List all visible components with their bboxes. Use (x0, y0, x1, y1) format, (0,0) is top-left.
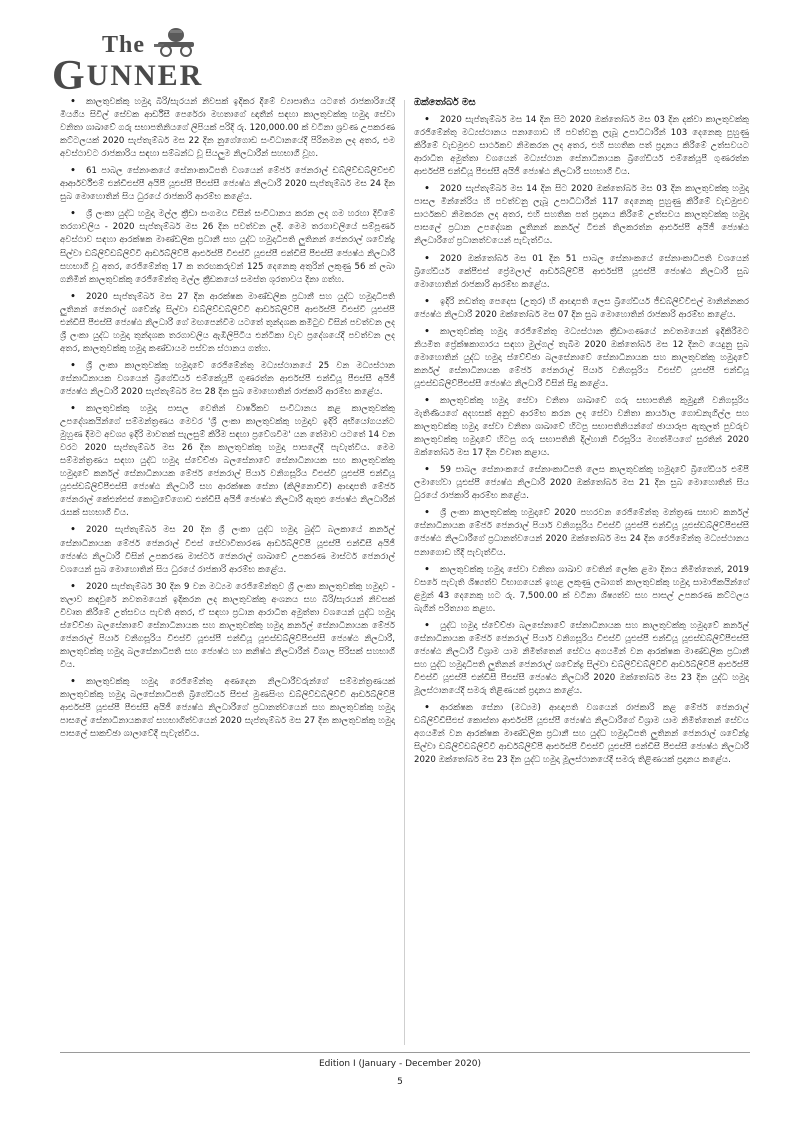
news-item (60, 291, 395, 356)
bullet-icon: • (424, 508, 430, 519)
news-item-text: 2020 සැප්තැම්බර් 30 දින 9 වන මධ්‍යම රෙජිමේන්තුව ශ්‍රී ලංකා කාලතුවක්කු හමුදාව - තලාව කඳවුරේ නවතමයෙන් ඉදිකරන ලද කාලතුවක්කු අංශනය සහ බිරි/සැරයන් නිවසක් විවෘත කිරීමේ උත්සවය පැවති අතර, ඒ සඳහා ප්‍රධාන ආරාධිත අමුත්තා වශයෙන් යුද්ධ හමුදා ස්වේච්ඡා බලසේනාවේ සේනාධිනායක සහ කාලතුවක්කු හමුදා කර්නල් සේනාධිනායක මේජර් ජෙනරාල් පියාර් වනිගසූරිය වීඑස්වී යූඑස්පී එන්ඩීයූ යූඑස්ඩබ්ලිව්පීඑස්සී ජ්‍යෙෂ්ඨ නිලධාරී, කාලතුවක්කු හමුදා බලසේනාධිපති සහ ජ්‍යෙෂ්ඨ හා කනිෂ්ඨ නිලධාරීන් විශාල පිරිසක් සහභාගී විය. (60, 581, 395, 670)
news-item-text: ශ්‍රී ලංකා කාලතුවක්කු හමුදාවේ රෙජිමේන්තු මධ්‍යස්ථානයේ 25 වන මධ්‍යස්ථාන සේනාධිනායක වශයෙන් බ්‍රිගේඩියර් එම්කේයූපී ගුණරත්න ආර්එස්පී එන්ඩීයූ පීඑස්සී අයිජී ජ්‍යෙෂ්ඨ නිලධාරී 2020 සැප්තැම්බර් මස 28 දින සුබ මොහොතින් රාජකාරි ආරම්භ කළේය. (60, 360, 395, 397)
footer-rule (60, 1052, 750, 1053)
news-item (414, 395, 749, 460)
news-item (414, 296, 749, 322)
news-item-text: කාලතුවක්කු හමුදා සේවා වනිතා ශාඛාවේ ගරු සභාපතිනි කුමුදුනී වනිගසූරිය මැතිණියගේ අදහසක් අනුව ආරම්භ කරන ලද සේවා වනිතා කාර්යාල ගොඩනැගිල්ල සහ කාලතුවක්කු හමුදා සේවා වනිතා ශාඛාවේ හිටපු සභාපතිනියන්ගේ ඡායාරූප ඇතුලත් පුවරුව කාලතුවක්කු හමුදාවේ හිටපු ගරු සභාපතිනි දිල්හානි වීරසූරිය මහත්මියගේ සුරතින් 2020 ඔක්තෝබර් මස 17 දින විවෘත කළාය. (414, 395, 749, 459)
news-item-text: ආරක්ෂක සේනා (මධ්‍යම) ආඥාපති වශයෙන් රාජකාරි කළ මේජර් ජෙනරාල් ඩබ්ලිව්ඩීසීඑස් කොස්තා ආර්එස්පී යූඑස්පී ජ්‍යෙෂ්ඨ නිලධාරීගේ විශ්‍රාම යාම නිමිත්තෙන් සේවය අගයමින් වන ආරක්ෂක මාණ්ඩලික ප්‍රධානී සහ යුද්ධ හමුදාධිපති ලුතිනන් ජෙනරාල් ශවේන්ද්‍ර සිල්වා ඩබ්ලිව්ඩබ්ලිව්වී ආර්ඩබ්ලිව්පී ආර්එස්පී වීඑස්වී යූඑස්පී එන්ඩීසී පීඑස්සී ජ්‍යෙෂ්ඨ නිලධාරී 2020 ඔක්තෝබර් මස 23 දින යුද්ධ හමුදා මූලස්ථානයේදී සමරු තිළිණයක් ප්‍රදානය කළේය. (414, 703, 749, 766)
news-item-text: 2020 සැප්තැම්බර් මස 27 දින ආරක්ෂක මාණ්ඩලික ප්‍රධානී සහ යුද්ධ හමුදාධිපති ලුතිනන් ජෙනරාල් ශවේන්ද්‍ර සිල්වා ඩබ්ලිව්ඩබ්ලිව්වී ආර්ඩබ්ලිව්පී ආර්එස්පී වීඑස්වී යූඑස්පී එන්ඩීසී පීඑස්සී ජ්‍යෙෂ්ඨ නිලධාරී ගේ මඟපෙන්වීම යටතේ තුන්දශක කමිටුව විසින් පවත්වන ලද ශ්‍රී ලංකා යුද්ධ හමුදා තුන්දශක තරගාවලිය ඇඹිලිපිටිය එන්ටිකා වැව ප්‍රදේශයේදී පවත්වන ලද අතර, කාලතුවක්කු හමුදා කණ්ඩායම පස්වන ස්ථානය ගත්හ. (60, 291, 395, 354)
news-item-text: කාලතුවක්කු හමුදා රෙජිමේන්තු මධ්‍යස්ථාන ක්‍රීඩාංගණයේ නවතමයෙන් ඉදිකිරීමට නියමිත ප්‍රේක්ෂකාගාරය සඳහා මුල්ගල් තැබීම 2020 ඔක්තෝබර් මස 12 දිනට යෙදුනු සුබ මොහොතින් යුද්ධ හමුදා ස්වේච්ඡා බලසේනාවේ සේනාධිනායක සහ කාලතුවක්කු හමුදාවේ කර්නල් සේනාධිනායක මේජර් ජෙනරාල් පියාර් වනිගසූරිය වීඑස්වී යූඑස්පී එන්ඩීයූ යූඑස්ඩබ්ලිව්පීඑස්සී ජ්‍යෙෂ්ඨ නිලධාරී විසින් සිදු කළේය. (414, 326, 749, 389)
news-item (60, 581, 395, 672)
news-item (414, 620, 749, 698)
news-item-text: කාලතුවක්කු හමුදා බිරි/සැරයන් නිවසක් ඉදිකර දීමේ ව්‍යාපෘතිය යටතේ රාජකාරියේදී මියගිය සිවිල් සේවක ආර්ඩීසී පෙරේරා මහතාගේ ඥාතීන් සඳහා කාලතුවක්කු හමුදා සේවා වනිතා ශාඛාවේ ගරු සභාපතිනියගේ ලිපියක් පරිදි රු. 120,000.00 ක් වටිනා ශ්‍රවණ උපකරණ කට්ටලයක් 2020 සැප්තැම්බර් මස 22 දින නුගේගොඩ සංවිධානයේදී පිරිනමන ලද අතර, එම අවස්ථාවට රාජකාරිය සඳහා සම්බන්ධ වූ සියලුම නිලධාරීන් සහභාගී වූහ. (60, 97, 395, 160)
bullet-icon: • (424, 115, 430, 126)
news-item (60, 208, 395, 286)
news-item-text: කාලතුවක්කු හමුදා පාසල වෙතින් වාර්ෂිකව සංවිධානය කළ කාලතුවක්කු උපදේශකයින්ගේ සම්මන්ත්‍රණය මෙවර 'ශ්‍රී ලංකා කාලතුවක්කු හමුදාව ඉදිරි අභියෝගයන්ට මුහුණ දීමට අවශ්‍ය ඉදිරි මාවතක් සැලසුම් කිරීම සඳහා ප්‍රවේශවීම' යන තේමාව යටතේ 14 වන වරට 2020 සැප්තැම්බර් මස 26 දින කාලතුවක්කු හමුදා පාසලේදී පැවැත්විය. මෙම සම්මන්ත්‍රණය සඳහා යුද්ධ හමුදා ස්වේච්ඡා බලසේනාවේ සේනාධිනායක සහ කාලතුවක්කු හමුදාවේ කර්නල් සේනාධිනායක මේජර් ජෙනරාල් පියාර් වනිගසූරිය වීඑස්වී යූඑස්පී එන්ඩීයූ යූඑස්ඩබ්ලිව්පීඑස්සී ජ්‍යෙෂ්ඨ නිලධාරී සහ ආරක්ෂක සේනා (කිලිනොච්චි) ආඥාපති මේජර් ජෙනරාල් කේඑන්එස් කොටුවේගොඩ එන්ඩීසී අයිජී ජ්‍යෙෂ්ඨ නිලධාරී ඇතුළු ජ්‍යෙෂ්ඨ නිලධාරීන් රැසක් සහභාගී විය. (60, 404, 395, 519)
bullet-icon: • (70, 676, 76, 687)
bullet-icon: • (424, 395, 430, 406)
edition-label: Edition I (January - December 2020) (318, 1059, 482, 1069)
bullet-icon: • (424, 703, 430, 714)
logo-gunner-rest: UNNER (86, 59, 204, 92)
news-item-text: ශ්‍රී ලංකා කාලතුවක්කු හමුදාවේ 2020 පහරවන රෙජිමේන්තු මන්ත්‍රණ සභාව කර්නල් සේනාධිනායක මේජර් ජෙනරාල් පියාර් වනිගසූරිය වීඑස්වී යූඑස්පී එන්ඩීයූ යූඑස්ඩබ්ලිව්පීඑස්සී ජ්‍යෙෂ්ඨ නිලධාරීගේ ප්‍රධානත්වයෙන් 2020 ඔක්තෝබර් මස 24 දින රෙජිමේන්තු මධ්‍යස්ථානය පනාගොඩ හිදී පැවැත්විය. (414, 508, 749, 558)
bullet-icon: • (424, 465, 430, 476)
news-item-text: 2020 සැප්තැම්බර් මස 14 දින සිට 2020 ඔක්තෝබර් මස 03 දින දක්වා කාලතුවක්කු රෙජිමේන්තු මධ්‍යස්ථානය පනාගොඩ හි පවත්වනු ලැබූ උපාධිධාරීන් 103 දෙනෙකු පුහුණු කිරීමේ වැඩමුළුව සාර්ථකව නිමකරන ලද අතර, එහි සහතික පත් ප්‍රදානය කිරීමේ උත්සවයට ආරාධිත අමුත්තා වශයෙන් මධ්‍යස්ථාන සේනාධිනායක බ්‍රිගේඩියර් එම්කේයූපී ගුණරත්න ආර්එස්පී එන්ඩීයූ පීඑස්සී අයිජී ජ්‍යෙෂ්ඨ නිලධාරී සහභාගී විය. (414, 115, 749, 178)
the-gunner-logo (42, 26, 204, 99)
news-item-text: යුද්ධ හමුදා ස්වේච්ඡා බලසේනාවේ සේනාධිනායක සහ කාලතුවක්කු හමුදාවේ කර්නල් සේනාධිනායක මේජර් ජෙනරාල් පියාර් වනිගසූරිය වීඑස්වී යූඑස්පී එන්ඩීයූ යූඑස්ඩබ්ලිව්පීඑස්සී ජ්‍යෙෂ්ඨ නිලධාරී විශ්‍රාම යාම නිමිත්තෙන් සේවය අගයමින් වන ආරක්ෂක මාණ්ඩලික ප්‍රධානී සහ යුද්ධ හමුදාධිපති ලුතිනන් ජෙනරාල් ශවේන්ද්‍ර සිල්වා ඩබ්ලිව්ඩබ්ලිව්වී ආර්ඩබ්ලිව්පී ආර්එස්පී වීඑස්වී යූඑස්පී එන්ඩීසී පීඑස්සී ජ්‍යෙෂ්ඨ නිලධාරී 2020 ඔක්තෝබර් මස 23 දින යුද්ධ හමුදා මූලස්ථානයේදී සමරු තිළිණයක් ප්‍රදානය කළේය. (414, 620, 749, 696)
bullet-icon: • (70, 404, 76, 415)
news-item (414, 464, 749, 503)
news-item (60, 96, 395, 161)
bullet-icon: • (70, 166, 76, 177)
bullet-icon: • (424, 564, 430, 575)
bullet-icon: • (70, 97, 76, 107)
news-item-text: 2020 සැප්තැම්බර් මස 14 දින සිට 2020 ඔක්තෝබර් මස 03 දින කාලතුවක්කු හමුදා පාසල මින්නේරිය හි පවත්වනු ලැබූ උපාධිධාරීන් 117 දෙනෙකු පුහුණු කිරීමේ වැඩමුළුව සාර්ථකව නිමකරන ලද අතර, එහි සහතික පත් ප්‍රදානය කිරීමේ උත්සවය කාලතුවක්කු හමුදා පාසලේ ප්‍රධාන උපදේශක ලුතිනන් කර්නල් ටීඑන් තිලකරත්න ආර්එස්පී අයිජී ජ්‍යෙෂ්ඨ නිලධාරීගේ ප්‍රධානත්වයෙන් පැවැත්විය. (414, 184, 749, 247)
column-divider (404, 100, 405, 1045)
bullet-icon: • (424, 184, 430, 195)
news-item (414, 183, 749, 248)
right-column (414, 96, 749, 771)
news-item (414, 114, 749, 179)
logo-gunner (52, 52, 203, 100)
logo-g-initial: G (52, 53, 87, 99)
news-item (60, 165, 395, 204)
bullet-icon: • (424, 620, 430, 631)
news-item (60, 676, 395, 741)
bullet-icon: • (424, 296, 430, 307)
news-item (414, 507, 749, 559)
news-item (414, 564, 749, 616)
bullet-icon: • (70, 209, 76, 220)
bullet-icon: • (424, 326, 430, 337)
news-item-text: 2020 සැප්තැම්බර් මස 20 දින ශ්‍රී ලංකා යුද්ධ හමුදා බුද්ධි බලකායේ කර්නල් සේනාධිනායක මේජර් ජෙනරාල් වීඑස් සේවාවිතාරණ ආර්ඩබ්ලිව්පී යූඑස්පී එන්ඩීසී අයිජී ජ්‍යෙෂ්ඨ නිලධාරී විසින් උපකරණ මාස්ටර් ජෙනරාල් ශාඛාවේ උපකරණ මාස්ටර් ජෙනරාල් වශයෙන් සුබ මොහොතින් සිය ධුරයේ රාජකාරි ආරම්භ කළේය. (60, 525, 395, 575)
news-item (414, 702, 749, 767)
bullet-icon: • (70, 291, 76, 302)
page-number: 5 (397, 1077, 403, 1087)
left-column (60, 96, 395, 745)
news-item (414, 253, 749, 292)
bullet-icon: • (70, 525, 76, 536)
news-item (60, 403, 395, 520)
bullet-icon: • (424, 253, 430, 264)
logo-the: The (102, 32, 146, 58)
news-item-text: ශ්‍රී ලංකා යුද්ධ හමුදා මල්ල ක්‍රීඩා සංගමය විසින් සංවිධානය කරන ලද ගම හරහා දිවීමේ තරගාවලිය - 2020 සැප්තැම්බර් මස 26 දින පවත්වන ලදී. මෙම තරගාවලියේ සම්පූර්ණ අවස්ථාව සඳහා ආරක්ෂක මාණ්ඩලික ප්‍රධානී සහ යුද්ධ හමුදාධිපති ලුතිනන් ජෙනරාල් ශවේන්ද්‍ර සිල්වා ඩබ්ලිව්ඩබ්ලිව්වී ආර්ඩබ්ලිව්පී ආර්එස්පී වීඑස්වී යූඑස්පී එන්ඩීසී පීඑස්සී ජ්‍යෙෂ්ඨ නිලධාරී සහභාගී වූ අතර, රෙජිමේන්තු 17 ක තරඟකරුවන් 125 දෙනෙකු අතුරින් ලකුණු 56 ක් ලබා ගනිමින් කාලතුවක්කු රෙජිමේන්තු මල්ල ක්‍රීඩකයෝ සමස්ත ශූරතාවය දිනා ගත්හ. (60, 209, 395, 285)
news-item-text: 59 පාබල සේනාංකයේ සේනාංකාධිපති ලෙස කාලතුවක්කු හමුදාවේ බ්‍රිගේඩියර් එම්පී ලමාහේවා යූඑස්පී ජ්‍යෙෂ්ඨ නිලධාරී 2020 ඔක්තෝබර් මස 21 දින සුබ මොහොතින් සිය ධුරයේ රාජකාරි ආරම්භ කළේය. (414, 465, 749, 502)
news-item (60, 360, 395, 399)
news-item-text: කාලතුවක්කු හමුදා සේවා වනිතා ශාඛාව වෙතින් ලෝක ළමා දිනය නිමිත්තෙන්, 2019 වසරේ පැවැති ශිෂ්‍යත්ව විභාගයෙන් ඉහළ ලකුණු ලබාගත් කාලතුවක්කු හමුදා සාමාජිකයින්ගේ ළමුන් 43 දෙනෙකු හට රු. 7,500.00 ක් වටිනා ශිෂ්‍යත්ව සහ පාසල් උපකරණ කට්ටලය බැගින් පරිත්‍යාග කළහ. (414, 564, 749, 614)
news-item-text: ඉදිරි නඩත්තු පෙදෙස (උතුර) හි ආඥාපති ලෙස බ්‍රිගේඩියර් ජීඩබ්ලිව්වීඑල් මානින්නකර ජ්‍යෙෂ්ඨ නිලධාරී 2020 ඔක්තෝබර් මස 07 දින සුබ මොහොතින් රාජකාරි ආරම්භ කළේය. (414, 296, 749, 320)
bullet-icon: • (70, 360, 76, 371)
news-item-text: 2020 ඔක්තෝබර් මස 01 දින 51 පාබල සේනාංකයේ සේනාංකාධිපති වශයෙන් බ්‍රිගේඩියර් කේපීඑස් ප්‍රේමලාල් ආර්ඩබ්ලිව්පී ආර්එස්පී යූඑස්පී ජ්‍යෙෂ්ඨ නිලධාරී සුබ මොහොතින් රාජකාරි ආරම්භ කළේය. (414, 253, 749, 290)
news-item-text: 61 පාබල සේනාංකයේ සේනාංකාධිපති වශයෙන් මේජර් ජෙනරාල් ඩබ්ලිව්ඩබ්ලිව්එච් ආර්ආර්වීඑම් එන්ඩීඑස්පී අයිපී යූඑස්පී පීඑස්සී ජ්‍යෙෂ්ඨ නිලධාරී 2020 සැප්තැම්බර් මස 24 දින සුබ මොහොතින් සිය ධුරයේ රාජකාරි ආරම්භ කළේය. (60, 166, 395, 203)
news-item-text: කාලතුවක්කු හමුදා රෙජිමේන්තු අණදෙන නිලධාරීවරුන්ගේ සම්මන්ත්‍රණයක් කාලතුවක්කු හමුදා බලසේනාධිපති බ්‍රිගේඩියර් සීඑස් මුණසිංහ ඩබ්ලිව්ඩබ්ලිව්වී ආර්ඩබ්ලිව්පී ආර්එස්පී යූඑස්පී පීඑස්සී අයිජී ජ්‍යෙෂ්ඨ නිලධාරීගේ ප්‍රධානත්වයෙන් සහ කාලතුවක්කු හමුදා පාසලේ සේනාධිනායකගේ සහභාගිත්වයෙන් 2020 සැප්තැම්බර් මස 27 දින කාලතුවක්කු හමුදා පාසලේ සාකච්ඡා ශාලාවේදී පැවැත්විය. (60, 676, 395, 740)
section-heading-october: ඔක්තෝබර් මස (414, 97, 476, 108)
news-item (60, 524, 395, 576)
bullet-icon: • (70, 581, 76, 592)
news-item (414, 326, 749, 391)
